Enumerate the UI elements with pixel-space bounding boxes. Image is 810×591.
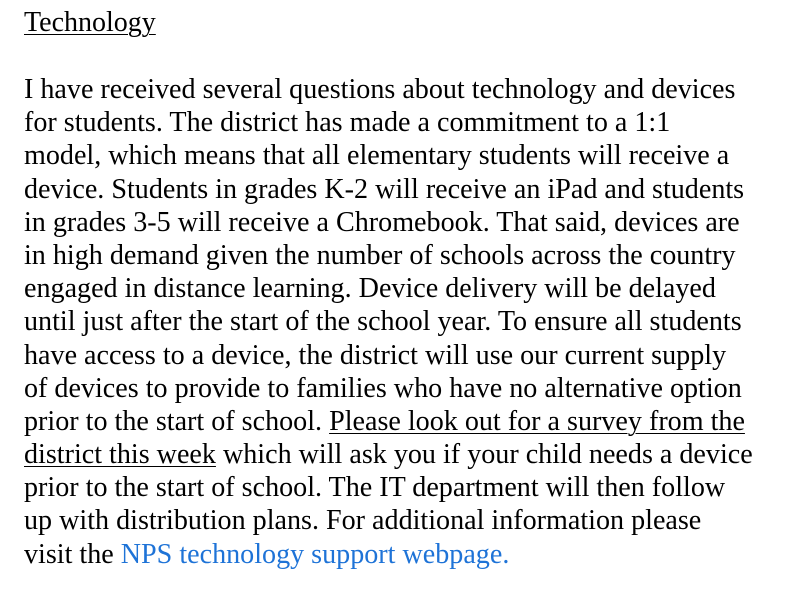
paragraph-line: device. Students in grades K-2 will receive an iPad and students (24, 173, 745, 205)
paragraph-line: engaged in distance learning. Device delivery will be delayed (24, 273, 716, 305)
paragraph-text: visit the (24, 538, 121, 570)
paragraph-line: of devices to provide to families who have no alternative option (24, 372, 742, 404)
paragraph-line: model, which means that all elementary students will receive a (24, 140, 730, 172)
body-paragraph (24, 73, 810, 571)
survey-notice-underlined: district this week (24, 439, 216, 471)
paragraph-line: for students. The district has made a commitment to a 1:1 (24, 107, 671, 139)
paragraph-line (24, 438, 810, 471)
paragraph-line (24, 538, 810, 571)
survey-notice-underlined: Please look out for a survey from the (329, 405, 745, 437)
paragraph-text: which will ask you if your child needs a device (215, 439, 753, 471)
paragraph-line: have access to a device, the district will use our current supply (24, 339, 727, 371)
paragraph-line: until just after the start of the school year. To ensure all students (24, 306, 742, 338)
paragraph-line: in high demand given the number of schools across the country (24, 239, 736, 271)
section-heading: Technology (24, 7, 156, 38)
document-page (24, 6, 810, 571)
paragraph-line (24, 405, 810, 438)
paragraph-line: in grades 3-5 will receive a Chromebook. That said, devices are (24, 206, 740, 238)
paragraph-line: I have received several questions about technology and devices (24, 74, 736, 105)
paragraph-text: prior to the start of school. (24, 405, 330, 437)
tech-support-link[interactable]: NPS technology support webpage. (120, 538, 510, 570)
paragraph-line: prior to the start of school. The IT department will then follow (24, 472, 726, 504)
paragraph-line: up with distribution plans. For additional information please (24, 505, 702, 537)
